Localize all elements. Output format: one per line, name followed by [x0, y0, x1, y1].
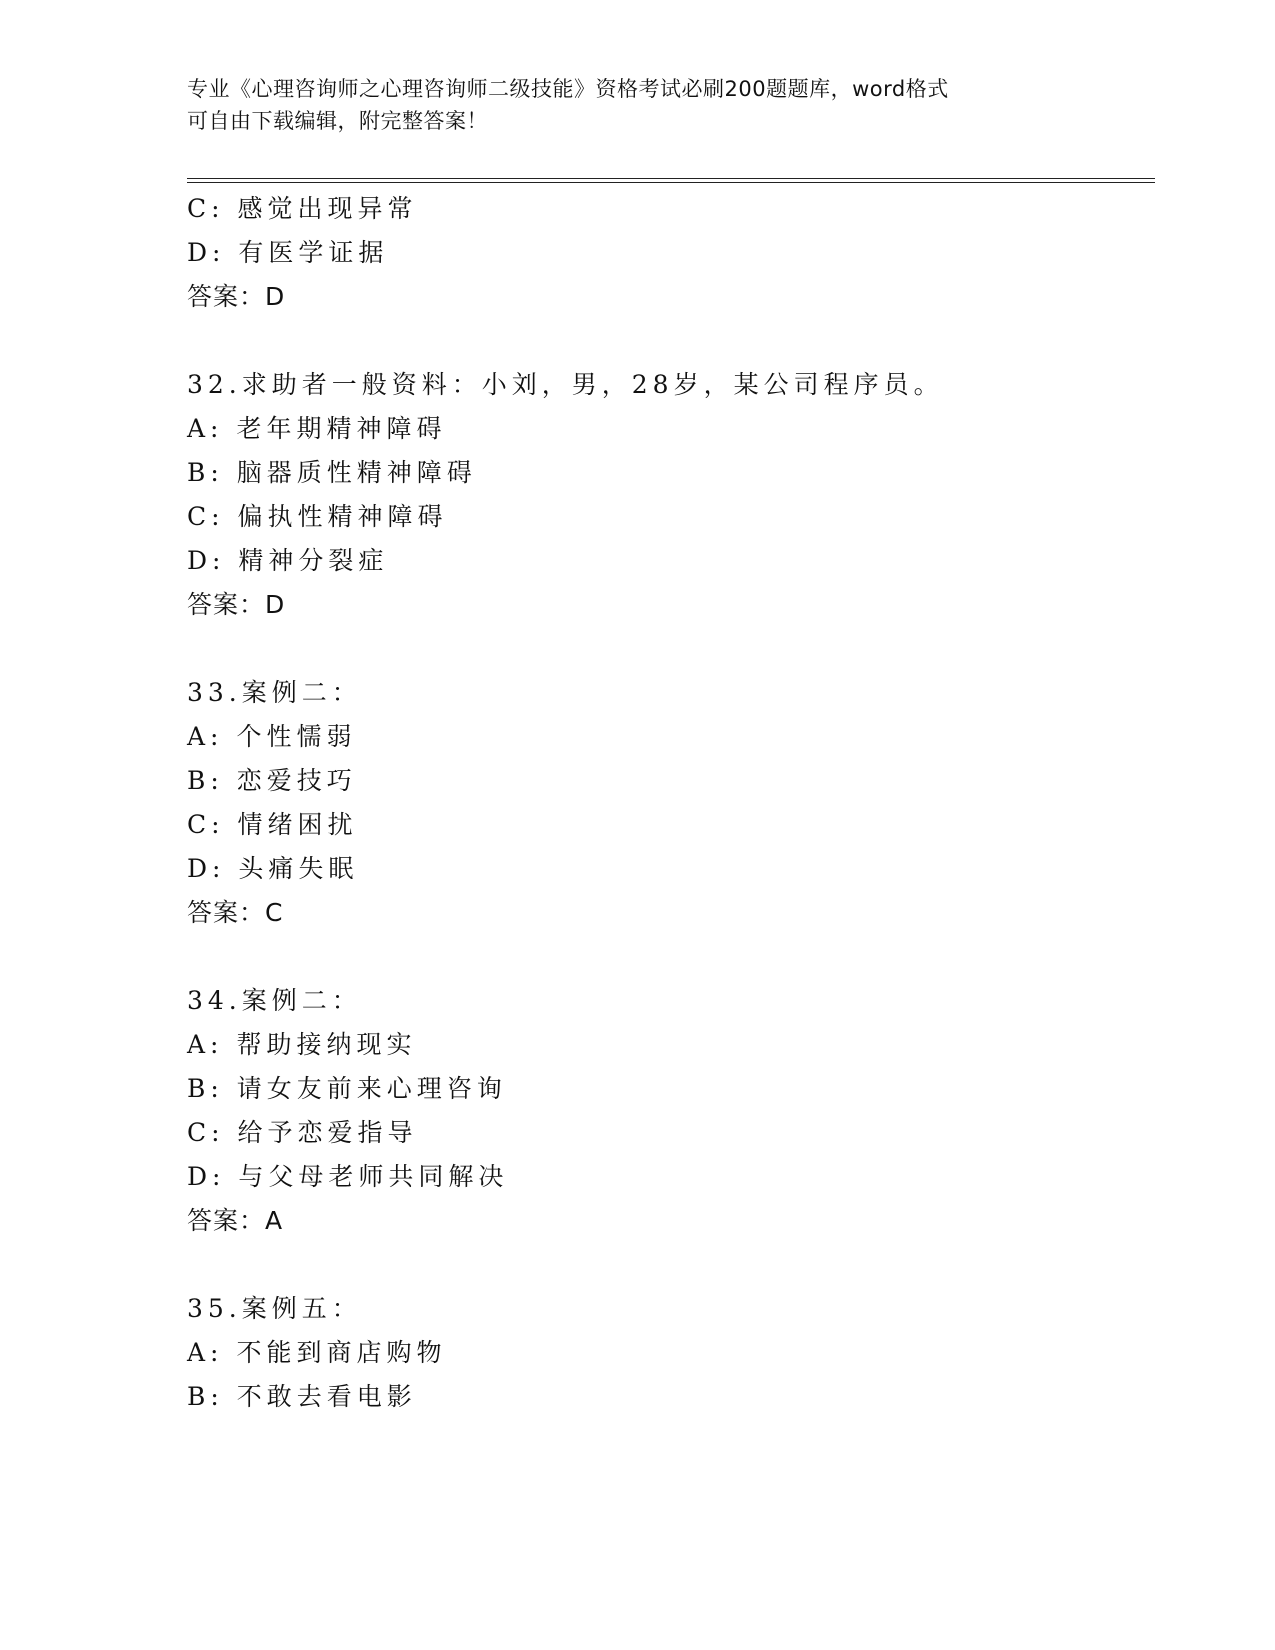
option-row [187, 1116, 418, 1150]
option-row [187, 456, 477, 490]
header-divider-bottom [187, 182, 1155, 183]
option-text: 与父母老师共同解决 [238, 1162, 509, 1191]
option-row [187, 412, 446, 446]
option-letter: A: [187, 1338, 224, 1367]
option-text: 个性懦弱 [236, 722, 357, 751]
question-stem: 35.案例五： [187, 1294, 362, 1323]
option-row [187, 1028, 416, 1062]
option-letter: B: [187, 458, 224, 487]
option-row [187, 1160, 508, 1194]
option-letter: A: [187, 1030, 224, 1059]
option-letter: D: [187, 238, 226, 267]
option-text: 不敢去看电影 [236, 1382, 417, 1411]
option-text: 情绪困扰 [237, 810, 358, 839]
header-line-1: 专业《心理咨询师之心理咨询师二级技能》资格考试必刷200题题库，word格式 [187, 77, 949, 101]
question-stem: 34.案例二： [187, 986, 362, 1015]
option-row [187, 500, 448, 534]
header-line-2: 可自由下载编辑，附完整答案！ [187, 109, 488, 133]
option-letter: A: [187, 414, 224, 443]
option-letter: C: [187, 194, 225, 223]
option-row [187, 1072, 507, 1106]
option-row [187, 236, 388, 270]
option-row [187, 720, 356, 754]
option-text: 帮助接纳现实 [236, 1030, 417, 1059]
option-letter: C: [187, 1118, 225, 1147]
option-letter: D: [187, 546, 226, 575]
option-text: 偏执性精神障碍 [237, 502, 448, 531]
option-letter: C: [187, 502, 225, 531]
option-row [187, 808, 358, 842]
option-row [187, 764, 357, 798]
option-row [187, 544, 388, 578]
document-header [187, 73, 1067, 137]
option-text: 请女友前来心理咨询 [236, 1074, 507, 1103]
option-letter: D: [187, 1162, 226, 1191]
option-letter: B: [187, 1074, 224, 1103]
option-text: 老年期精神障碍 [236, 414, 447, 443]
option-letter: D: [187, 854, 226, 883]
option-row [187, 1336, 446, 1370]
answer-line: 答案：A [187, 1206, 284, 1235]
option-text: 感觉出现异常 [237, 194, 418, 223]
option-letter: B: [187, 766, 224, 795]
option-letter: C: [187, 810, 225, 839]
option-text: 脑器质性精神障碍 [236, 458, 477, 487]
option-row [187, 192, 418, 226]
option-row [187, 852, 358, 886]
option-text: 精神分裂症 [238, 546, 389, 575]
option-text: 不能到商店购物 [236, 1338, 447, 1367]
answer-line: 答案：C [187, 898, 284, 927]
option-text: 给予恋爱指导 [237, 1118, 418, 1147]
answer-line: 答案：D [187, 282, 286, 311]
option-text: 头痛失眠 [238, 854, 359, 883]
option-text: 恋爱技巧 [236, 766, 357, 795]
option-letter: A: [187, 722, 224, 751]
header-divider-top [187, 178, 1155, 179]
option-letter: B: [187, 1382, 224, 1411]
option-text: 有医学证据 [238, 238, 389, 267]
question-stem: 32.求助者一般资料：小刘，男，28岁，某公司程序员。 [187, 370, 944, 399]
option-row [187, 1380, 417, 1414]
question-stem: 33.案例二： [187, 678, 362, 707]
answer-line: 答案：D [187, 590, 286, 619]
